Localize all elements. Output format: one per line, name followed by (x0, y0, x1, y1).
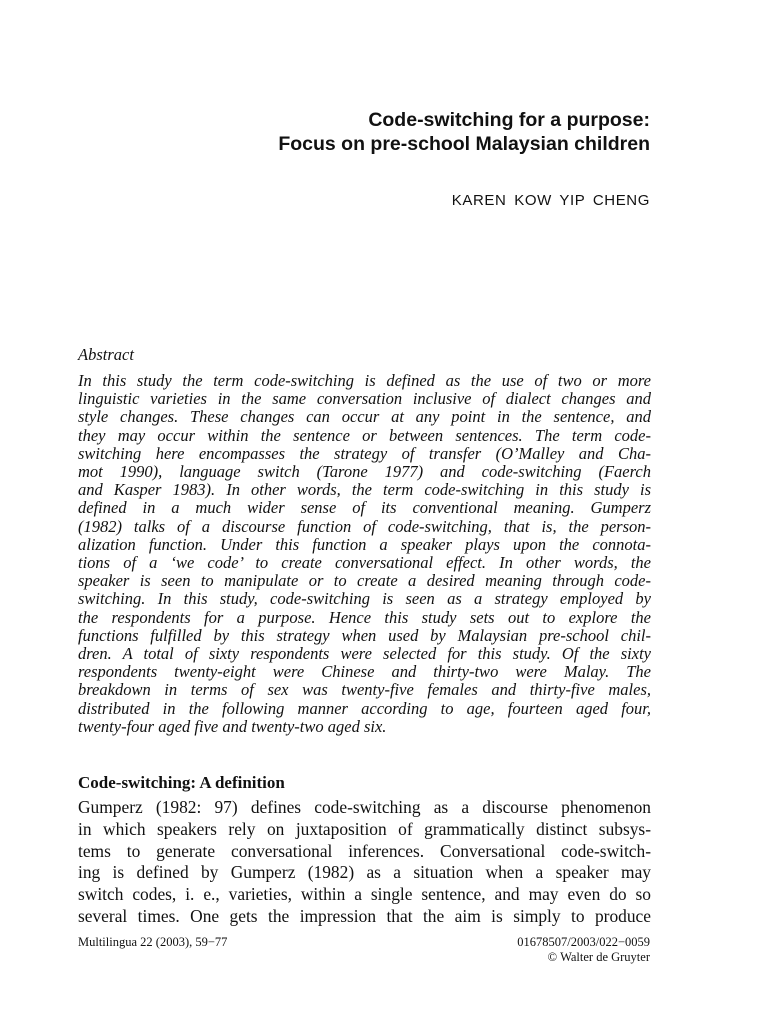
body-line: Gumperz (1982: 97) defines code-switching as a discourse phenomenon (78, 797, 651, 817)
abstract-line: they may occur within the sentence or between sentences. The term code- (78, 425, 651, 445)
body-line: in which speakers rely on juxtaposition of grammatically distinct subsys- (78, 818, 651, 839)
section-body (78, 797, 651, 928)
abstract-line: In this study the term code-switching is defined as the use of two or more (78, 371, 651, 390)
abstract-line: defined in a much wider sense of its conventional meaning. Gumperz (78, 498, 651, 518)
body-line: ing is defined by Gumperz (1982) as a situation when a speaker may (78, 862, 651, 883)
footer-publisher-info (517, 935, 650, 965)
abstract-line: switching here encompasses the strategy of transfer (O’Malley and Cha- (78, 443, 651, 463)
article-code: 01678507/2003/022−0059 (517, 935, 650, 949)
abstract-line: speaker is seen to manipulate or to create a desired meaning through code- (78, 571, 651, 591)
abstract-line: breakdown in terms of sex was twenty-five females and thirty-five males, (78, 680, 651, 700)
journal-citation: Multilingua 22 (2003), 59−77 (78, 935, 228, 949)
abstract-line: the respondents for a purpose. Hence this study sets out to explore the (78, 607, 651, 627)
article-title (278, 108, 650, 156)
title-line-2: Focus on pre-school Malaysian children (278, 133, 650, 155)
body-line: several times. One gets the impression that the aim is simply to produce (78, 905, 651, 926)
abstract-line: mot 1990), language switch (Tarone 1977) and code-switching (Faerch (78, 462, 651, 482)
abstract-line: switching. In this study, code-switching is seen as a strategy employed by (78, 589, 651, 609)
author-name: KAREN KOW YIP CHENG (451, 192, 650, 209)
body-line: tems to generate conversational inferences. Conversational code-switch- (78, 840, 651, 861)
abstract-line: linguistic varieties in the same conversation inclusive of dialect changes and (78, 389, 651, 409)
abstract-line: and Kasper 1983). In other words, the term code-switching in this study is (78, 480, 651, 500)
abstract-line: dren. A total of sixty respondents were selected for this study. Of the sixty (78, 644, 651, 664)
abstract-line: distributed in the following manner according to age, fourteen aged four, (78, 698, 651, 718)
body-line: switch codes, i. e., varieties, within a single sentence, and may even do so (78, 884, 651, 905)
title-line-1: Code-switching for a purpose: (368, 109, 650, 131)
abstract-line: respondents twenty-eight were Chinese and thirty-two were Malay. The (78, 662, 651, 682)
abstract-line: (1982) talks of a discourse function of code-switching, that is, the person- (78, 516, 651, 536)
abstract-heading: Abstract (78, 345, 134, 364)
abstract-line: tions of a ‘we code’ to create conversational effect. In other words, the (78, 553, 651, 573)
abstract-line: functions fulfilled by this strategy when used by Malaysian pre-school chil- (78, 625, 651, 645)
abstract-line: twenty-four aged five and twenty-two aged six. (78, 716, 387, 736)
abstract-body (78, 372, 651, 736)
section-heading: Code-switching: A definition (78, 773, 285, 792)
copyright-notice: © Walter de Gruyter (547, 950, 650, 964)
abstract-line: style changes. These changes can occur at any point in the sentence, and (78, 407, 651, 427)
abstract-line: alization function. Under this function a speaker plays upon the connota- (78, 534, 651, 554)
